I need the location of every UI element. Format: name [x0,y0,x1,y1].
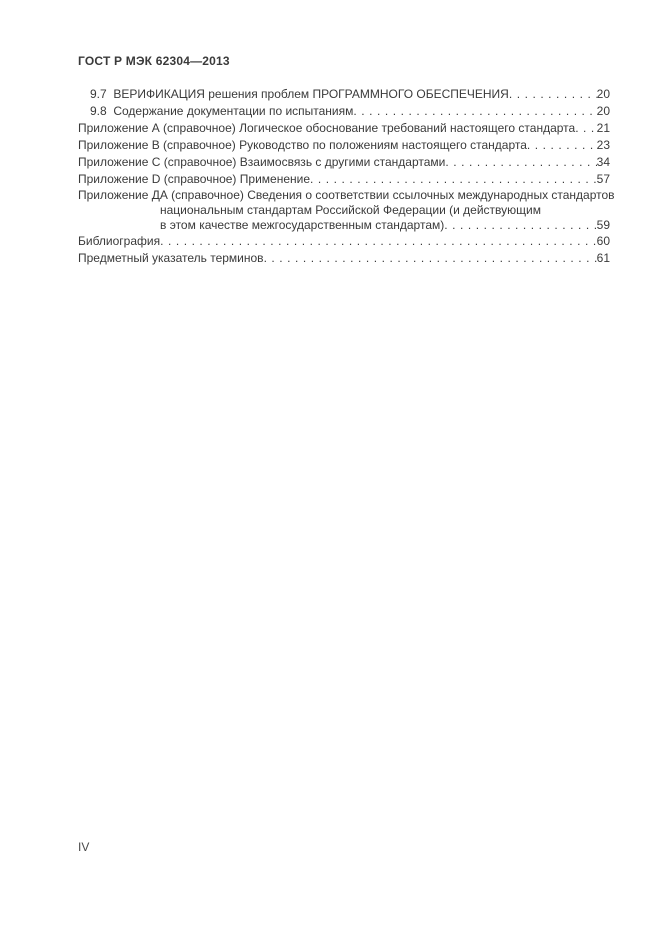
table-of-contents [78,86,615,267]
toc-entry [78,250,610,267]
dot-leader [353,103,596,120]
toc-entry-title: Приложение ДА (справочное) Сведения о соответствии ссылочных международных стандартов [78,188,615,202]
toc-entry-last-line [78,218,610,233]
toc-entry-title: Приложение В (справочное) Руководство по положениям настоящего стандарта [78,138,527,152]
dot-leader [509,86,597,103]
toc-entry [78,171,610,188]
toc-entry-title: 9.8 Содержание документации по испытаниям [90,104,354,118]
dot-leader [160,233,597,250]
toc-entry-title: Предметный указатель терминов [78,251,264,265]
dot-leader [575,120,596,137]
page-number-footer: IV [78,840,90,854]
toc-entry-title: Приложение А (справочное) Логическое обоснование требований настоящего стандарта [78,121,576,135]
toc-entry-page: 20 [596,104,610,118]
toc-entry-page: 20 [596,87,610,101]
toc-entry-title: 9.7 ВЕРИФИКАЦИЯ решения проблем ПРОГРАММНОГО ОБЕСПЕЧЕНИЯ [90,87,509,101]
toc-entry-title-continuation: в этом качестве межгосударственным стандартам) [160,218,445,232]
dot-leader [445,154,596,171]
toc-entry-title-continuation: национальным стандартам Российской Федерации (и действующим [160,203,541,217]
toc-entry [78,103,610,120]
toc-entry [78,120,610,137]
toc-entry [78,233,610,250]
toc-entry [78,154,610,171]
toc-entry [78,188,615,233]
dot-leader [527,137,597,154]
toc-entry [78,86,610,103]
document-header: ГОСТ Р МЭК 62304—2013 [78,54,230,68]
toc-entry-page: 57 [596,172,610,186]
dot-leader [444,218,596,233]
dot-leader [264,250,597,267]
dot-leader [310,171,597,188]
toc-entry-page: 34 [596,155,610,169]
toc-entry-page: 21 [596,121,610,135]
toc-entry-page: 59 [596,218,610,232]
toc-entry-page: 60 [596,234,610,248]
toc-entry-title: Библиография [78,234,161,248]
toc-entry [78,137,610,154]
toc-entry-title: Приложение D (справочное) Применение [78,172,310,186]
toc-entry-page: 61 [596,251,610,265]
toc-entry-title: Приложение С (справочное) Взаимосвязь с другими стандартами [78,155,446,169]
toc-entry-page: 23 [596,138,610,152]
